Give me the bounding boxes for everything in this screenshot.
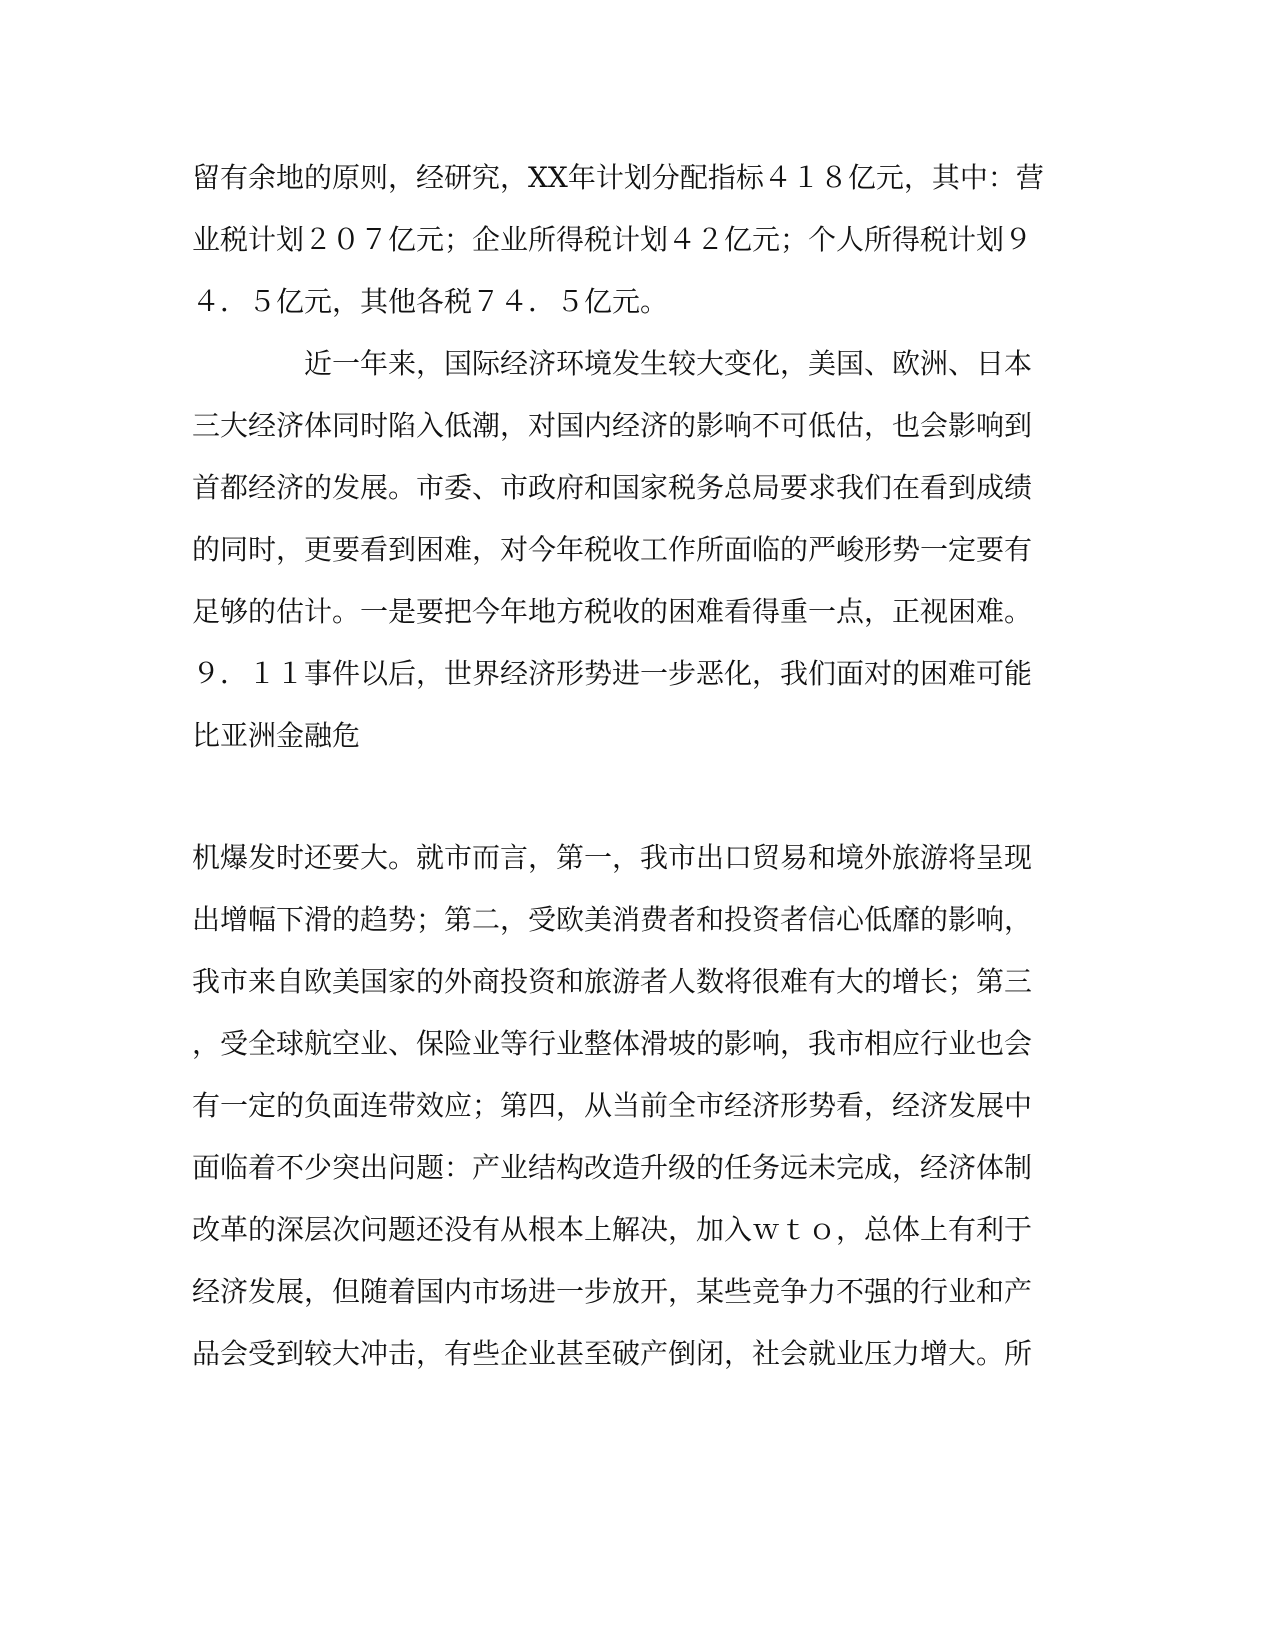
text-line: ，受全球航空业、保险业等行业整体滑坡的影响，我市相应行业也会	[192, 1027, 1033, 1060]
text-line: 足够的估计。一是要把今年地方税收的困难看得重一点，正视困难。	[192, 595, 1033, 628]
text-line: 的同时，更要看到困难，对今年税收工作所面临的严峻形势一定要有	[192, 533, 1033, 566]
text-line: 有一定的负面连带效应；第四，从当前全市经济形势看，经济发展中	[192, 1089, 1033, 1122]
text-line: 比亚洲金融危	[192, 719, 361, 752]
text-line: 近一年来，国际经济环境发生较大变化，美国、欧洲、日本	[192, 347, 1033, 380]
text-line: 改革的深层次问题还没有从根本上解决，加入ｗｔｏ，总体上有利于	[192, 1213, 1033, 1246]
text-line: ４．５亿元，其他各税７４．５亿元。	[192, 285, 669, 318]
text-line: 经济发展，但随着国内市场进一步放开，某些竞争力不强的行业和产	[192, 1275, 1033, 1308]
text-line: 留有余地的原则，经研究，XX年计划分配指标４１８亿元，其中：营	[192, 161, 1044, 194]
text-line: 出增幅下滑的趋势；第二，受欧美消费者和投资者信心低靡的影响，	[192, 903, 1033, 936]
text-line: 业税计划２０７亿元；企业所得税计划４２亿元；个人所得税计划９	[192, 223, 1033, 256]
text-line: 品会受到较大冲击，有些企业甚至破产倒闭，社会就业压力增大。所	[192, 1337, 1033, 1370]
text-line: 三大经济体同时陷入低潮，对国内经济的影响不可低估，也会影响到	[192, 409, 1033, 442]
text-line: 面临着不少突出问题：产业结构改造升级的任务远未完成，经济体制	[192, 1151, 1033, 1184]
text-line: ９．１１事件以后，世界经济形势进一步恶化，我们面对的困难可能	[192, 657, 1033, 690]
text-line: 机爆发时还要大。就市而言，第一，我市出口贸易和境外旅游将呈现	[192, 841, 1033, 874]
text-line: 首都经济的发展。市委、市政府和国家税务总局要求我们在看到成绩	[192, 471, 1033, 504]
text-line: 我市来自欧美国家的外商投资和旅游者人数将很难有大的增长；第三	[192, 965, 1033, 998]
